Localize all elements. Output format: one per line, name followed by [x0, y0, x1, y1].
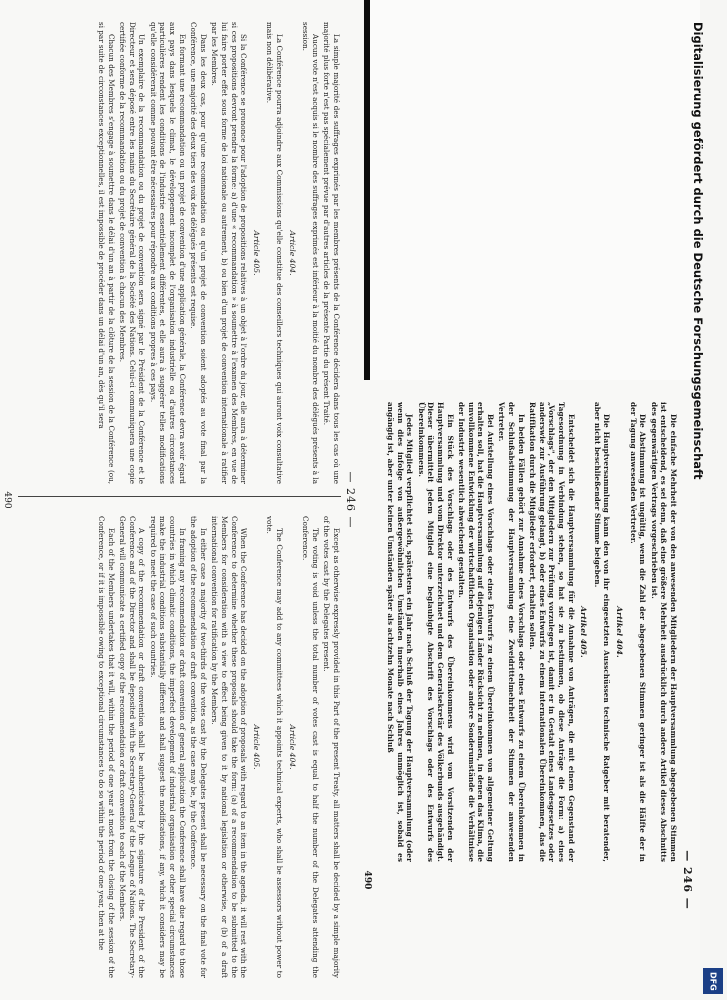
upper-spread: [0, 0, 363, 1000]
paragraph: La Conférence pourra adjoindre aux Commissions qu'elle constitue des conseillers techniques qui auront voix consultative mais non délibérative.: [265, 22, 285, 484]
page-number-header: — 246 —: [344, 471, 357, 529]
page-footer-number: 490: [2, 491, 12, 509]
paragraph: Each of the Members undertakes that it will, within the period of one year at most from the closing of the session of the Conference, or if it is impossible owing to exceptional circumstances to do so within the period of one year, then at the: [96, 516, 116, 978]
paragraph: In either case a majority of two-thirds of the votes cast by the Delegates present shall be necessary on the final vote for the adoption of the recommendation or draft convention, as the case may be, by the Conference.: [189, 516, 208, 978]
article-heading: Article 405.: [251, 230, 261, 276]
paragraph: When the Conference has decided on the adoption of proposals with regard to an item in the agenda, it will rest with the Conference to determine whether these proposals should take the form: (a) of a recommendation to be submitted to the Members for consideration with a view to effect being given to it by national legislation or otherwise, or (b) of a draft international convention for ratification by the Members.: [210, 516, 249, 978]
paragraph: The Conference may add to any committees which it appoints technical experts, who shall be assessors without power to vote.: [265, 516, 285, 978]
german-column: [378, 402, 678, 862]
paragraph: Except as otherwise expressly provided in this Part of the present Treaty, all matters shall be decided by a simple majority of the votes cast by the Delegates present.: [322, 516, 341, 978]
article-heading: Article 405.: [251, 724, 261, 770]
paragraph: Dans les deux cas, pour qu'une recommandation ou qu'un projet de convention soient adoptés au vote final par la Conférence, une majorité des deux tiers des voix des délégués présents est requise.: [189, 22, 208, 484]
paragraph: En formant une recommandation ou un projet de convention d'une application générale, la Conférence devra avoir égard aux pays dans lesquels le climat, le développement incomplet de l'organisation industrielle ou d'autres circonstances particulières rendent les conditions de l'industrie essentiellement différentes, et elle aura à suggérer telles modifications qu'elle considérerait comme pouvant être nécessaires pour répondre aux conditions propres à ces pays.: [148, 22, 187, 484]
article-heading: Article 404.: [287, 724, 297, 770]
paragraph: Si la Conférence se prononce pour l'adoption de propositions relatives à un objet à l'ordre du jour, elle aura à déterminer si ces propositions devront prendre la forme: a) d'une « recommandation » à soumettre à l'examen des Membres, en vue de lui faire porter effet sous forme de loi nationale ou autrement, b) ou bien d'un projet de convention internationale à ratifier par les Membres.: [210, 22, 249, 484]
page-number-header-lower: — 246 —: [681, 850, 694, 910]
paragraph: Die einfache Mehrheit der von den anwesenden Mitgliedern der Hauptversammlung abgegebenen Stimmen ist entscheidend, es sei denn, daß eine größere Mehrheit ausdrücklich durch andere Artikel dieses Abschnitts des gegenwärtigen Vertrags vorgeschrieben ist.: [649, 402, 678, 862]
paragraph: Chacun des Membres s'engage à soumettre dans le délai d'un an à partir de la clôture de la session de la Conférence (ou, si par suite de circonstances exceptionnelles, il est impossible de procéder dans un délai d'un an, dès qu'il sera: [96, 22, 116, 484]
paragraph: Die Hauptversammlung kann den von ihr eingesetzten Ausschüssen technische Ratgeber mit beratender, aber nicht beschließender Stimme beigeben.: [592, 402, 612, 862]
sponsor-credit: Digitalisierung gefördert durch die Deutsche Forschungsgemeinschaft: [691, 22, 705, 480]
paragraph: A copy of the recommendation or draft convention shall be authenticated by the signature of the President of the Conference and of the Director and shall be deposited with the Secretary-General of the League of Nations. The Secretary-General will communicate a certified copy of the recommendation or draft convention to each of the Members.: [118, 516, 147, 978]
paragraph: Die Abstimmung ist ungültig, wenn die Zahl der abgegebenen Stimmen geringer ist als die Hälfte der in der Tagung anwesenden Vertreter.: [628, 402, 648, 862]
column-divider: [18, 496, 341, 497]
paragraph: Un exemplaire de la recommandation ou du projet de convention sera signé par le Président de la Conférence et le Directeur et sera déposé entre les mains du Secrétaire général de la Société des Nations. Celui-ci communiquera une copie certifiée conforme de la recommandation ou du projet de convention à chacun des Membres.: [118, 22, 147, 484]
paragraph: In framing any recommendation or draft convention of general application the Conference shall have due regard to those countries in which climatic conditions, the imperfect development of industrial organisation or other special circumstances make the industrial conditions substantially different and shall suggest the modifications, if any, which it considers may be required to meet the case of such countries.: [148, 516, 187, 978]
english-column: [18, 516, 341, 978]
paragraph: Entscheidet sich die Hauptversammlung für die Annahme von Anträgen, die mit einem Gegenstand der Tagesordnung in Verbindung stehen, so hat sie zu bestimmen, ob diese Anträge die Form: a) eines „Vorschlags", der den Mitgliedern zur Prüfung vorzulegen ist, damit er in Gestalt eines Landesgesetzes oder anderswie zur Ausführung gelangt, b) oder eines Entwurfs zu einem internationalen Übereinkommen, das die Ratifikation durch die Mitglieder erfordert, erhalten sollen.: [528, 402, 576, 862]
paragraph: Aucun vote n'est acquis si le nombre des suffrages exprimés est inférieur à la moitié du nombre des délégués présents à la session.: [301, 22, 320, 484]
article-heading: Artikel 405.: [579, 606, 589, 658]
paragraph: Ein Stück des Vorschlags oder des Entwurfs des Übereinkommens wird vom Vorsitzenden der Hauptversammlung und vom Direktor unterzeichnet und dem Generalsekretär des Völkerbunds ausgehändigt. Dieser übermittelt jedem Mitglied eine beglaubigte Abschrift des Vorschlags oder des Entwurfs des Übereinkommens.: [416, 402, 455, 862]
paragraph: Bei Aufstellung eines Vorschlags oder eines Entwurfs zu einem Übereinkommen von allgemeiner Geltung erhalten soll, hat die Hauptversammlung auf diejenigen Länder Rücksicht zu nehmen, in denen das Klima, die unvollkommene Entwicklung der wirtschaftlichen Organisation oder andere Sonderumstände die Verhältnisse der Industrie wesentlich abweichend gestalten.: [457, 402, 495, 862]
dfg-logo-icon: DFG: [703, 968, 723, 994]
page-footer-number-lower: 490: [362, 870, 372, 890]
paragraph: Jedes Mitglied verpflichtet sich, spätestens ein Jahr nach Schluß der Tagung der Hauptversammlung (oder wenn dies infolge von außergewöhnlichen Umständen innerhalb eines Jahres unmöglich ist, sobald es angängig ist, aber unter keinen Umständen später als achtzehn Monate nach Schluß: [385, 402, 415, 862]
paragraph: The voting is void unless the total number of votes cast is equal to half the number of the Delegates attending the Conference.: [301, 516, 320, 978]
paragraph: La simple majorité des suffrages exprimés par les membres présents de la Conférence décidera dans tous les cas où une majorité plus forte n'est pas spécialement prévue par d'autres articles de la présente Partie du présent Traité.: [322, 22, 341, 484]
french-column: [18, 22, 341, 484]
article-heading: Artikel 404.: [615, 606, 625, 658]
article-heading: Article 404.: [287, 230, 297, 276]
lower-spread: [360, 380, 700, 1000]
paragraph: In beiden Fällen gehört zur Annahme eines Vorschlags oder eines Entwurfs zu einem Übereinkommen in der Schlußabstimmung der Hauptversammlung eine Zweidrittelmehrheit der Stimmen der anwesenden Vertreter.: [497, 402, 526, 862]
